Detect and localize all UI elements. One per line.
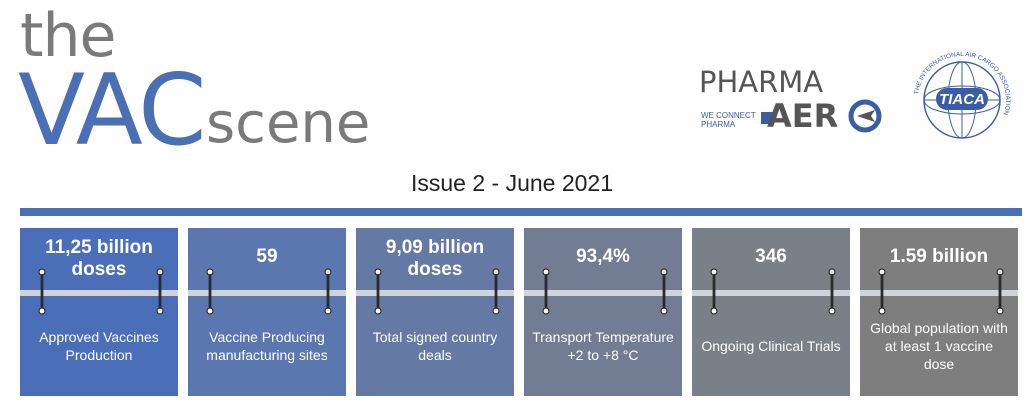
stat-value-text: 9,09 billion doses [385, 237, 485, 280]
stat-label-text: Total signed country deals [372, 329, 498, 363]
pharma-tagline-2: PHARMA [701, 119, 736, 129]
binder-ring-icon [324, 268, 332, 318]
binder-ring-icon [374, 268, 382, 318]
stat-card [524, 228, 682, 396]
plane-ring-icon [845, 96, 885, 136]
binder-ring-icon [156, 268, 164, 318]
issue-label: Issue 2 - June 2021 [410, 170, 614, 196]
stat-value-text: 59 [256, 246, 278, 267]
pharma-logo-tagline [701, 112, 761, 130]
tiaca-ring-text: THE INTERNATIONAL AIR CARGO ASSOCIATION [913, 50, 1012, 116]
binder-ring-icon [828, 268, 836, 318]
pharma-logo-top: PHARMA [699, 65, 824, 99]
pharma-aero-logo [697, 65, 887, 142]
title-scene: scene [206, 91, 371, 156]
stat-value-text: 1.59 billion [889, 246, 989, 267]
binder-ring-icon [996, 268, 1004, 318]
pharma-tagline-1: WE CONNECT [701, 111, 756, 120]
binder-ring-icon [710, 268, 718, 318]
stat-card [692, 228, 850, 396]
stat-card [188, 228, 346, 396]
stat-card [860, 228, 1018, 396]
tiaca-globe-icon [912, 50, 1012, 150]
stat-card [356, 228, 514, 396]
stat-label-text: Ongoing Clinical Trials [701, 338, 841, 354]
binder-ring-icon [660, 268, 668, 318]
stat-value-text: 93,4% [576, 246, 630, 267]
title-vac: VAC [18, 54, 204, 168]
binder-ring-icon [38, 268, 46, 318]
stat-card [20, 228, 178, 396]
stat-label-text: Vaccine Producing manufacturing sites [206, 329, 328, 363]
pharma-logo-bottom: AER [767, 97, 839, 135]
binder-ring-icon [878, 268, 886, 318]
binder-ring-icon [206, 268, 214, 318]
divider-bar [20, 208, 1022, 216]
tiaca-name: TIACA [939, 91, 985, 108]
title-the: the [20, 1, 116, 71]
binder-ring-icon [492, 268, 500, 318]
stat-label-text: Approved Vaccines Production [39, 329, 159, 363]
binder-ring-icon [542, 268, 550, 318]
tiaca-logo [912, 50, 1012, 150]
stat-label-text: Global population with at least 1 vaccine dose [870, 320, 1008, 372]
stat-value-text: 11,25 billion doses [45, 237, 153, 280]
stat-value-text: 346 [755, 246, 787, 267]
stat-label-text: Transport Temperature +2 to +8 °C [532, 329, 674, 363]
